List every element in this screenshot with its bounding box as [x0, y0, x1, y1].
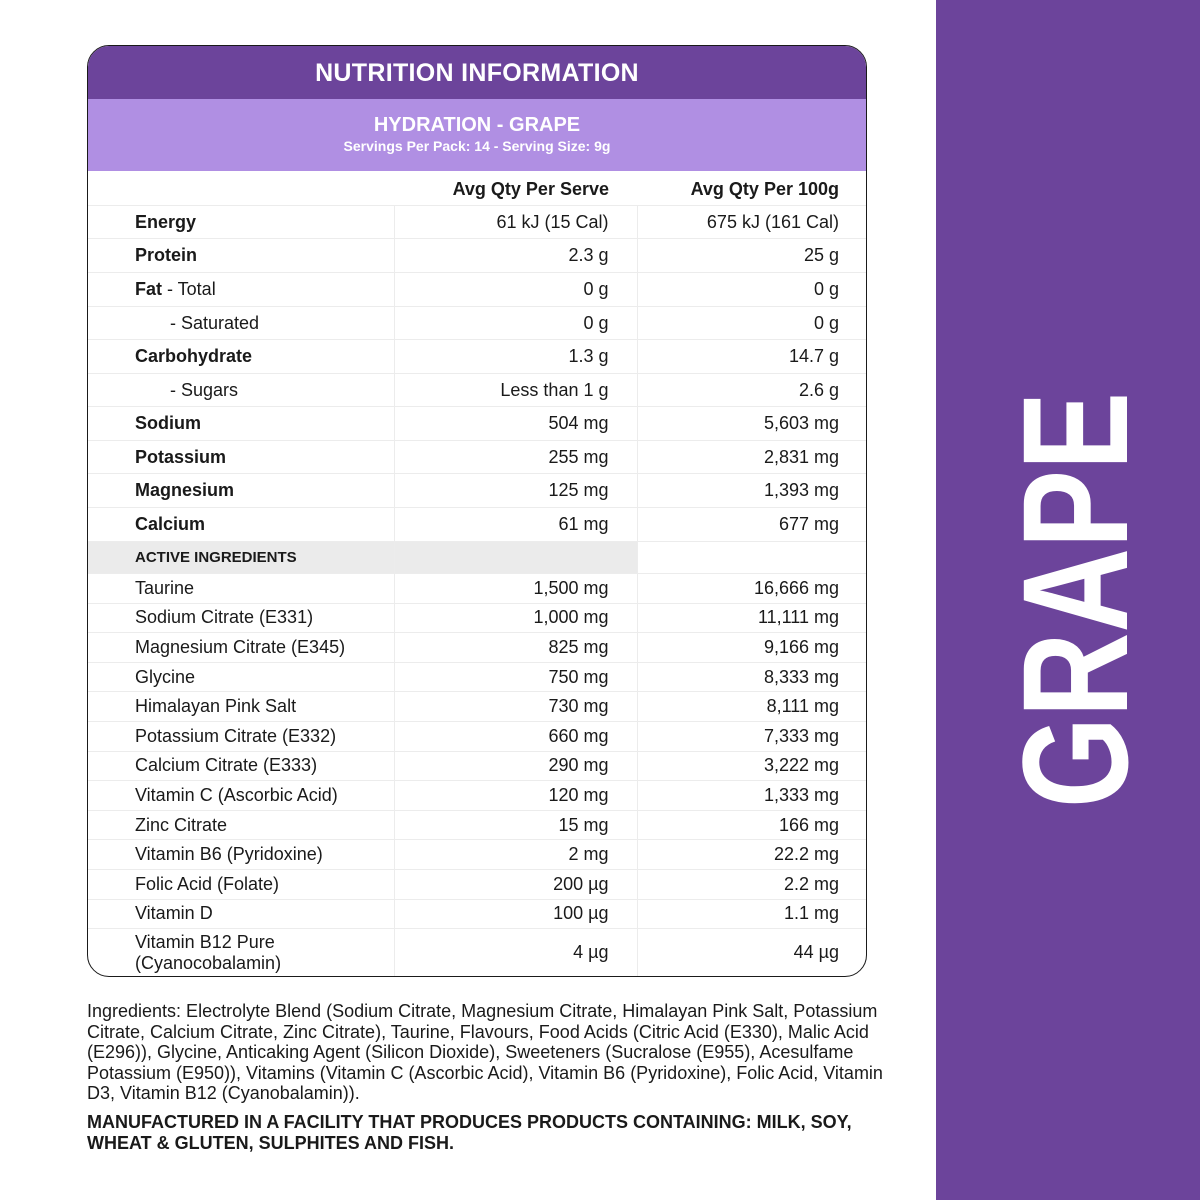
- active-label: Vitamin B12 Pure (Cyanocobalamin): [135, 931, 282, 973]
- nutrient-row: [88, 508, 866, 542]
- nutrient-name: Calcium: [135, 514, 206, 534]
- nutrient-label: [88, 340, 394, 374]
- per-100g-value: 1,393 mg: [637, 474, 866, 508]
- active-label: Folic Acid (Folate): [88, 869, 394, 899]
- active-label: Sodium Citrate (E331): [88, 603, 394, 633]
- per-100g-value: 9,166 mg: [637, 633, 866, 663]
- active-row: [88, 574, 866, 604]
- active-label: Himalayan Pink Salt: [88, 692, 394, 722]
- per-serve-value: 61 mg: [394, 508, 637, 542]
- active-row: [88, 840, 866, 870]
- nutrient-name: Carbohydrate: [135, 346, 253, 366]
- per-100g-value: 1,333 mg: [637, 781, 866, 811]
- panel-title: NUTRITION INFORMATION: [88, 46, 866, 99]
- active-row: [88, 869, 866, 899]
- per-100g-value: 14.7 g: [637, 340, 866, 374]
- active-ingredients-heading-row: [88, 542, 866, 574]
- nutrition-panel: [87, 45, 867, 977]
- nutrient-row: [88, 340, 866, 374]
- per-serve-value: 290 mg: [394, 751, 637, 781]
- nutrient-row: [88, 407, 866, 441]
- active-row: [88, 721, 866, 751]
- per-serve-value: 1.3 g: [394, 340, 637, 374]
- nutrient-label: [88, 508, 394, 542]
- per-100g-value: 677 mg: [637, 508, 866, 542]
- nutrient-qualifier: - Total: [162, 279, 216, 299]
- per-100g-value: 2,831 mg: [637, 441, 866, 474]
- active-row: [88, 899, 866, 929]
- per-100g-value: 2.2 mg: [637, 869, 866, 899]
- allergen-statement: MANUFACTURED IN A FACILITY THAT PRODUCES PRODUCTS CONTAINING: MILK, SOY, WHEAT & GLUTEN, SULPHITES AND FISH.: [87, 1112, 852, 1153]
- table-header-row: [88, 171, 866, 206]
- nutrient-name: Fat: [135, 279, 162, 299]
- active-label: Potassium Citrate (E332): [88, 721, 394, 751]
- per-100g-value: 3,222 mg: [637, 751, 866, 781]
- nutrient-label: [88, 474, 394, 508]
- nutrient-name: Energy: [135, 211, 197, 232]
- section-fill: [394, 542, 637, 574]
- active-row: [88, 751, 866, 781]
- per-serve-value: 4 µg: [394, 929, 637, 977]
- per-100g-value: 0 g: [637, 273, 866, 307]
- per-100g-value: 22.2 mg: [637, 840, 866, 870]
- nutrient-label: [88, 407, 394, 441]
- active-ingredients-heading: ACTIVE INGREDIENTS: [88, 542, 394, 574]
- per-100g-value: 25 g: [637, 239, 866, 273]
- panel-subheader: [88, 99, 866, 171]
- section-fill: [637, 542, 866, 574]
- active-row: [88, 692, 866, 722]
- active-label: Zinc Citrate: [88, 810, 394, 840]
- product-name: HYDRATION - GRAPE: [373, 114, 581, 136]
- nutrient-name: Potassium: [135, 446, 227, 467]
- nutrient-row: [88, 273, 866, 307]
- per-serve-value: 100 µg: [394, 899, 637, 929]
- nutrient-label: [88, 239, 394, 273]
- per-100g-value: 0 g: [637, 307, 866, 340]
- per-serve-value: 15 mg: [394, 810, 637, 840]
- per-100g-value: 8,333 mg: [637, 662, 866, 692]
- per-100g-value: 2.6 g: [637, 374, 866, 407]
- per-100g-value: 675 kJ (161 Cal): [637, 206, 866, 239]
- nutrient-label: [88, 374, 394, 407]
- per-serve-value: 0 g: [394, 307, 637, 340]
- per-serve-value: 2.3 g: [394, 239, 637, 273]
- active-row: [88, 633, 866, 663]
- nutrient-name: Magnesium: [135, 480, 235, 500]
- per-serve-value: 120 mg: [394, 781, 637, 811]
- per-serve-value: 660 mg: [394, 721, 637, 751]
- side-flavour-label: GRAPE: [991, 391, 1159, 809]
- nutrient-name: - Saturated: [170, 312, 260, 333]
- nutrient-row: [88, 239, 866, 273]
- per-serve-value: 1,500 mg: [394, 574, 637, 604]
- per-100g-value: 5,603 mg: [637, 407, 866, 441]
- active-row: [88, 810, 866, 840]
- per-100g-value: 166 mg: [637, 810, 866, 840]
- nutrient-name: Sodium: [135, 413, 201, 433]
- active-label: Glycine: [88, 662, 394, 692]
- active-row: [88, 781, 866, 811]
- active-label: Magnesium Citrate (E345): [88, 633, 394, 663]
- per-100g-value: 44 µg: [637, 929, 866, 977]
- active-row: [88, 662, 866, 692]
- nutrient-row: [88, 206, 866, 239]
- per-serve-value: 200 µg: [394, 869, 637, 899]
- nutrient-row: [88, 474, 866, 508]
- active-label: Taurine: [88, 574, 394, 604]
- active-label: Vitamin B6 (Pyridoxine): [88, 840, 394, 870]
- per-100g-value: 7,333 mg: [637, 721, 866, 751]
- nutrient-row: [88, 374, 866, 407]
- ingredients-text: Ingredients: Electrolyte Blend (Sodium Citrate, Magnesium Citrate, Himalayan Pink Salt, Potassium Citrate, Calcium Citrate, Zinc Citrate), Taurine, Flavours, Food Acids (Citric Acid (E330), Malic Acid (E296)), Glycine, Anticaking Agent (Silicon Dioxide), Sweeteners (Sucralose (E955), Acesulfame Potassium (E950)), Vitamins (Vitamin C (Ascorbic Acid), Vitamin B6 (Pyridoxine), Folic Acid, Vitamin D3, Vitamin B12 (Cyanobalamin)).: [87, 1001, 883, 1103]
- per-serve-value: 1,000 mg: [394, 603, 637, 633]
- per-serve-value: Less than 1 g: [394, 374, 637, 407]
- active-label: Vitamin D: [88, 899, 394, 929]
- header-per-100g: Avg Qty Per 100g: [637, 171, 866, 206]
- per-serve-value: 0 g: [394, 273, 637, 307]
- nutrient-label: [88, 273, 394, 307]
- per-100g-value: 11,111 mg: [637, 603, 866, 633]
- header-blank: [88, 171, 394, 206]
- per-100g-value: 1.1 mg: [637, 899, 866, 929]
- nutrient-name: - Sugars: [170, 379, 239, 400]
- active-label: Calcium Citrate (E333): [88, 751, 394, 781]
- nutrient-name: Protein: [135, 245, 198, 265]
- per-serve-value: 825 mg: [394, 633, 637, 663]
- header-per-serve: Avg Qty Per Serve: [394, 171, 637, 206]
- per-100g-value: 16,666 mg: [637, 574, 866, 604]
- nutrient-label: [88, 307, 394, 340]
- active-row: [88, 929, 866, 977]
- per-serve-value: 730 mg: [394, 692, 637, 722]
- per-serve-value: 750 mg: [394, 662, 637, 692]
- per-serve-value: 504 mg: [394, 407, 637, 441]
- nutrient-row: [88, 307, 866, 340]
- nutrient-row: [88, 441, 866, 474]
- active-row: [88, 603, 866, 633]
- serving-info: Servings Per Pack: 14 - Serving Size: 9g: [343, 138, 611, 154]
- nutrition-table: [88, 171, 866, 977]
- per-serve-value: 255 mg: [394, 441, 637, 474]
- per-serve-value: 61 kJ (15 Cal): [394, 206, 637, 239]
- per-serve-value: 125 mg: [394, 474, 637, 508]
- nutrient-label: [88, 206, 394, 239]
- per-100g-value: 8,111 mg: [637, 692, 866, 722]
- nutrient-label: [88, 441, 394, 474]
- per-serve-value: 2 mg: [394, 840, 637, 870]
- active-label: Vitamin C (Ascorbic Acid): [88, 781, 394, 811]
